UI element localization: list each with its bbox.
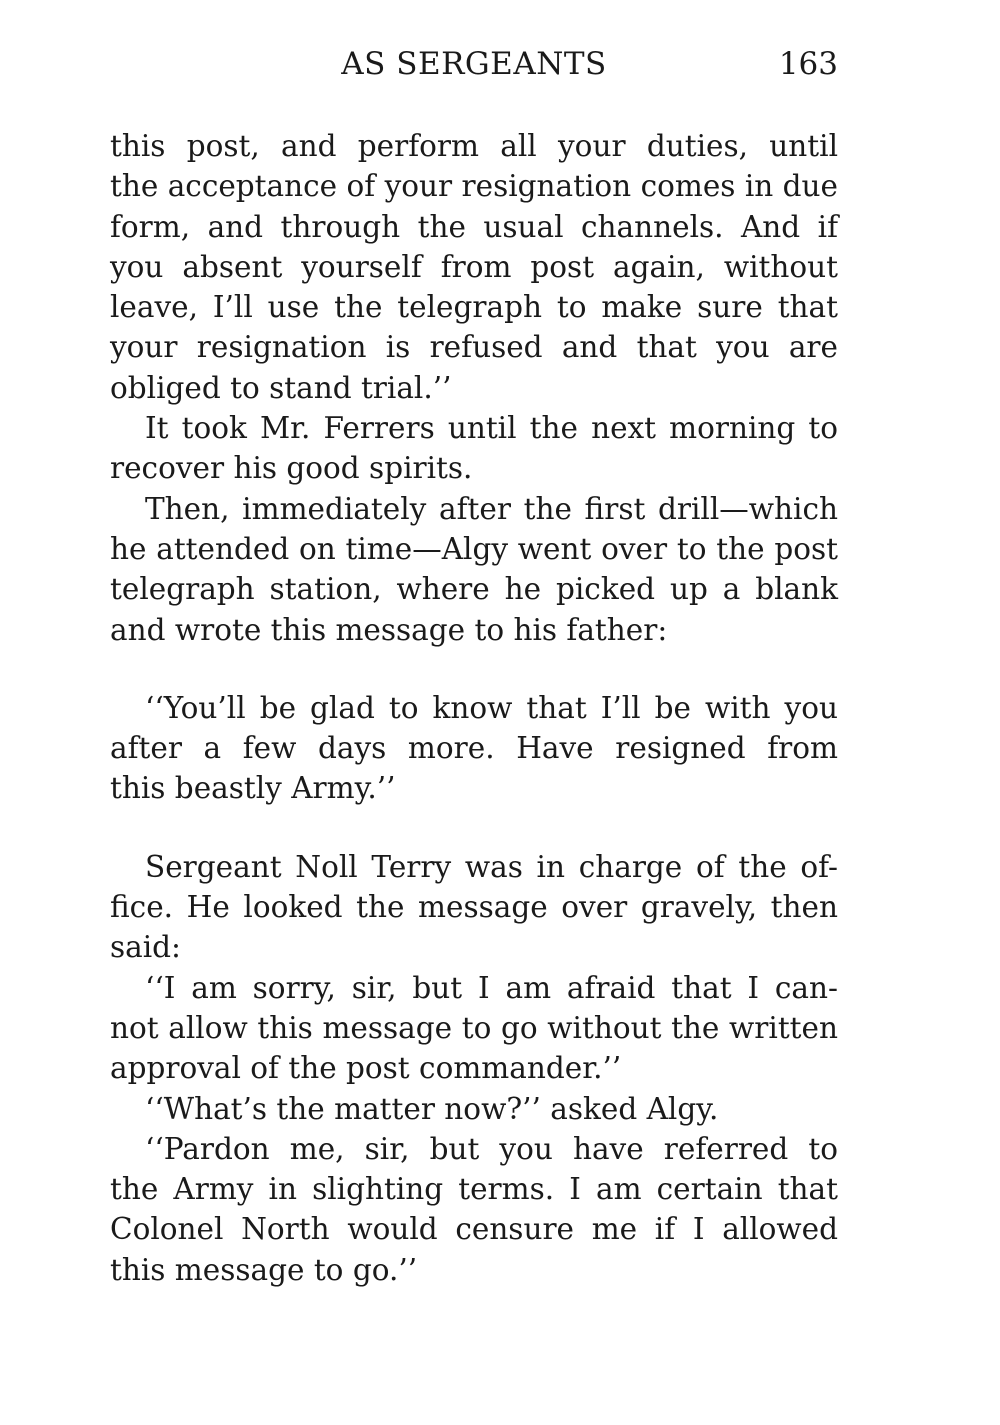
text-line: your resignation is refused and that you are (110, 330, 838, 365)
paragraph-gap (110, 809, 838, 847)
text-line: leave, I’ll use the telegraph to make sure that (110, 290, 838, 325)
text-line: telegraph station, where he picked up a blank (110, 572, 838, 607)
text-line: Colonel North would censure me if I allowed (110, 1212, 838, 1247)
text-line: he attended on time—Algy went over to the post (110, 531, 838, 566)
text-line: after a few days more. Have resigned from (110, 731, 838, 766)
text-line: and wrote this message to his father: (110, 612, 668, 647)
text-line: this beastly Army.’’ (110, 771, 396, 806)
text-line: Sergeant Noll Terry was in charge of the of- (145, 849, 838, 884)
text-line: ‘‘What’s the matter now?’’ asked Algy. (145, 1091, 719, 1126)
text-line: ‘‘I am sorry, sir, but I am afraid that I can- (145, 970, 838, 1005)
text-line: obliged to stand trial.’’ (110, 370, 452, 405)
running-head (110, 44, 838, 84)
text-line: ‘‘You’ll be glad to know that I’ll be with you (145, 690, 838, 725)
text-line: not allow this message to go without the written (110, 1010, 838, 1045)
text-line: you absent yourself from post again, without (110, 249, 838, 284)
text-line: ‘‘Pardon me, sir, but you have referred to (145, 1131, 838, 1166)
text-line: the Army in slighting terms. I am certain that (110, 1172, 838, 1207)
text-line: form, and through the usual channels. And if (110, 209, 838, 244)
text-line: fice. He looked the message over gravely, then (110, 890, 838, 925)
text-line: the acceptance of your resignation comes in due (110, 169, 838, 204)
text-line: said: (110, 930, 181, 965)
paragraph-gap (110, 650, 838, 688)
text-line: recover his good spirits. (110, 451, 473, 486)
text-line: Then, immediately after the first drill—which (145, 491, 838, 526)
text-line: It took Mr. Ferrers until the next morning to (145, 411, 838, 446)
running-title: AS SERGEANTS (341, 46, 607, 82)
text-line: this post, and perform all your duties, until (110, 129, 838, 163)
text-line: approval of the post commander.’’ (110, 1051, 622, 1086)
body-text (110, 126, 838, 1290)
page-number: 163 (778, 46, 838, 82)
text-line: this message to go.’’ (110, 1252, 418, 1287)
